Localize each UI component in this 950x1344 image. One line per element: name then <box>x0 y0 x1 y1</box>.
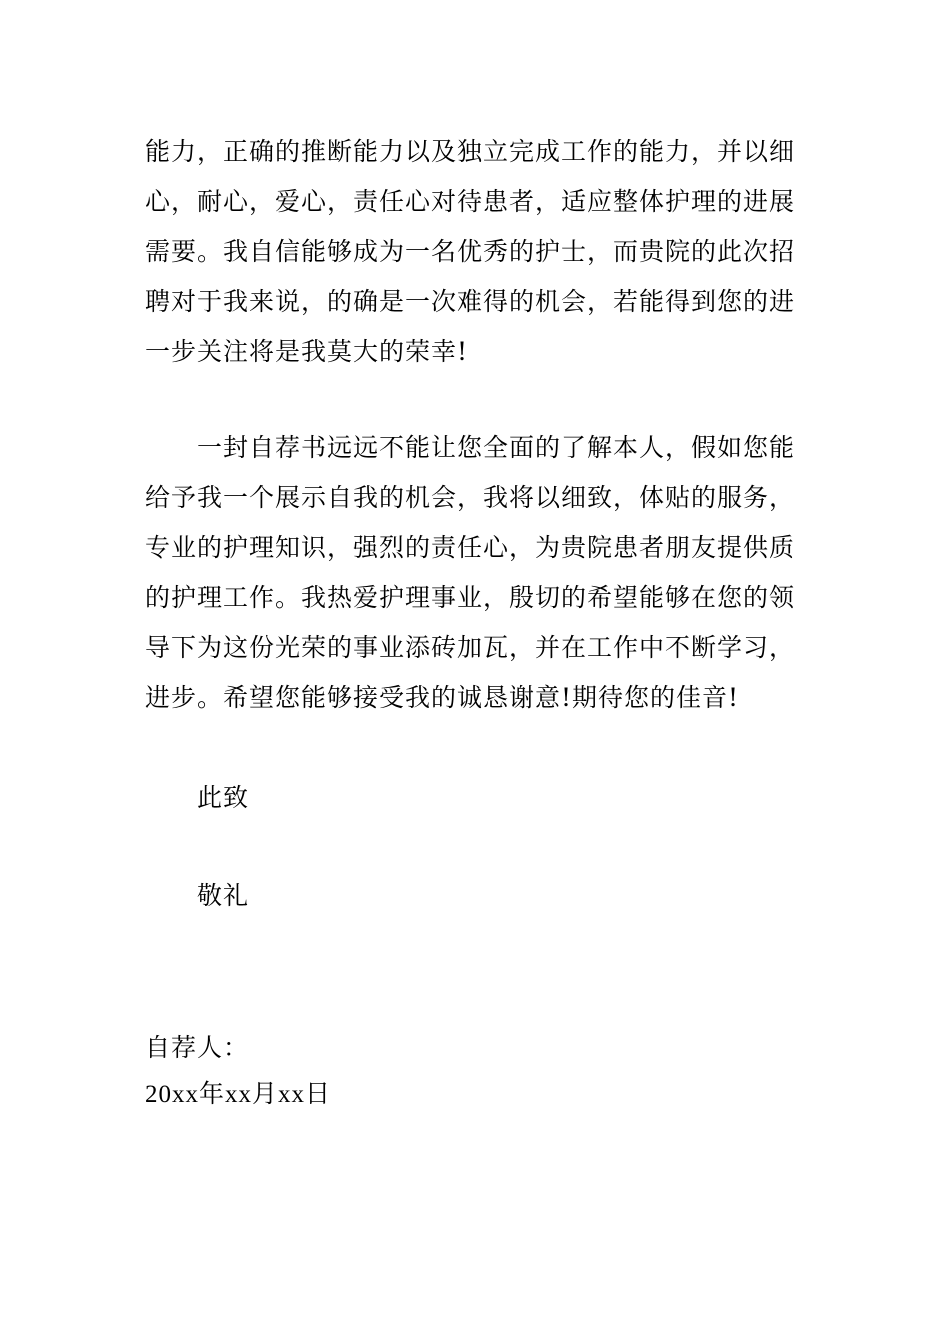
signature-date: 20xx年xx月xx日 <box>145 1081 332 1108</box>
paragraph-line: 导下为这份光荣的事业添砖加瓦，并在工作中不断学习， <box>145 633 796 662</box>
paragraph-line: 需要。我自信能够成为一名优秀的护士，而贵院的此次招 <box>145 237 796 266</box>
paragraph-line: 的护理工作。我热爱护理事业，殷切的希望能够在您的领 <box>145 583 796 612</box>
paragraph-line: 专业的护理知识，强烈的责任心，为贵院患者朋友提供质 <box>145 533 796 562</box>
paragraph-line: 能力，正确的推断能力以及独立完成工作的能力，并以细 <box>145 137 796 166</box>
paragraph-line: 进步。希望您能够接受我的诚恳谢意!期待您的佳音! <box>145 683 740 712</box>
paragraph-line: 一步关注将是我莫大的荣幸! <box>145 337 469 366</box>
closing-salutation: 此致 <box>197 783 250 812</box>
paragraph-line: 一封自荐书远远不能让您全面的了解本人，假如您能 <box>197 433 796 462</box>
paragraph-line: 给予我一个展示自我的机会，我将以细致，体贴的服务， <box>145 483 796 512</box>
signature-label: 自荐人： <box>145 1033 250 1062</box>
paragraph-line: 心，耐心，爱心，责任心对待患者，适应整体护理的进展 <box>145 187 796 216</box>
closing-regards: 敬礼 <box>197 881 250 910</box>
paragraph-line: 聘对于我来说，的确是一次难得的机会，若能得到您的进 <box>145 287 796 316</box>
